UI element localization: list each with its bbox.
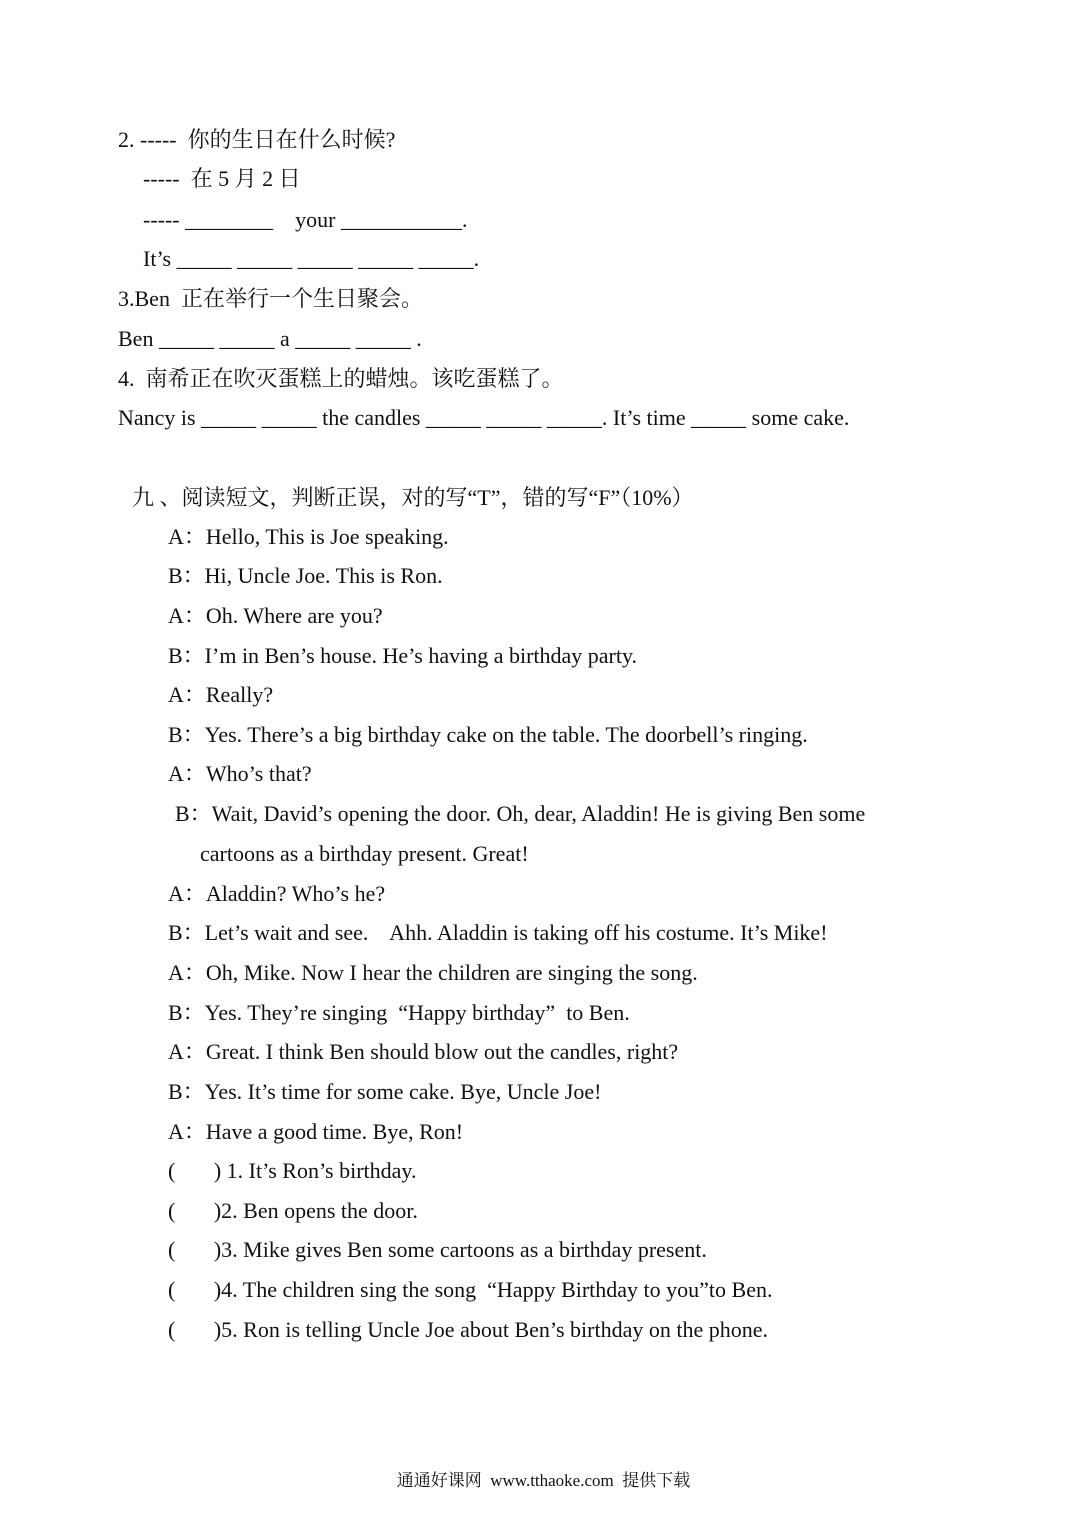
dialogue-line: cartoons as a birthday present. Great!: [200, 841, 529, 866]
statement-item: ( )3. Mike gives Ben some cartoons as a birthday present.: [168, 1237, 707, 1262]
dialogue-line: A：Oh, Mike. Now I hear the children are singing the song.: [168, 960, 698, 985]
dialogue-line: B：Yes. They’re singing “Happy birthday” to Ben.: [168, 1000, 630, 1025]
statement-item: ( )2. Ben opens the door.: [168, 1198, 418, 1223]
q4-prompt: 4. 南希正在吹灭蛋糕上的蜡烛。该吃蛋糕了。: [118, 366, 564, 391]
q2-reply: ----- 在 5 月 2 日: [143, 166, 301, 191]
dialogue-line: A：Really?: [168, 682, 274, 707]
dialogue-line: A：Aladdin? Who’s he?: [168, 881, 386, 906]
q2-fill-question: ----- ________ your ___________.: [143, 207, 468, 232]
dialogue-line: B：Yes. It’s time for some cake. Bye, Uncle Joe!: [168, 1079, 602, 1104]
statement-item: ( )4. The children sing the song “Happy Birthday to you”to Ben.: [168, 1277, 773, 1302]
q4-fill: Nancy is _____ _____ the candles _____ _____ _____. It’s time _____ some cake.: [118, 405, 850, 430]
dialogue-line: A：Hello, This is Joe speaking.: [168, 524, 449, 549]
q3-fill: Ben _____ _____ a _____ _____ .: [118, 326, 422, 351]
q2-fill-answer: It’s _____ _____ _____ _____ _____.: [143, 246, 480, 271]
dialogue-line: B：Let’s wait and see. Ahh. Aladdin is taking off his costume. It’s Mike!: [168, 920, 828, 945]
dialogue-line: A：Oh. Where are you?: [168, 603, 383, 628]
dialogue-line: A：Who’s that?: [168, 761, 312, 786]
dialogue-line: A：Have a good time. Bye, Ron!: [168, 1119, 464, 1144]
q3-prompt: 3.Ben 正在举行一个生日聚会。: [118, 286, 423, 311]
dialogue-line: B：Yes. There’s a big birthday cake on the table. The doorbell’s ringing.: [168, 722, 808, 747]
statement-item: ( ) 1. It’s Ron’s birthday.: [168, 1158, 417, 1183]
q2-prompt: 2. ----- 你的生日在什么时候?: [118, 127, 396, 152]
dialogue-line: A：Great. I think Ben should blow out the candles, right?: [168, 1039, 679, 1064]
reading-heading: 九 、阅读短文，判断正误，对的写“T”，错的写“F”（10%）: [132, 485, 694, 510]
page-footer: 通通好课网 www.tthaoke.com 提供下载: [396, 1471, 691, 1490]
dialogue-line: B：Wait, David’s opening the door. Oh, dear, Aladdin! He is giving Ben some: [175, 801, 866, 826]
dialogue-line: B：I’m in Ben’s house. He’s having a birthday party.: [168, 643, 638, 668]
statement-item: ( )5. Ron is telling Uncle Joe about Ben’s birthday on the phone.: [168, 1317, 769, 1342]
dialogue-line: B：Hi, Uncle Joe. This is Ron.: [168, 563, 443, 588]
